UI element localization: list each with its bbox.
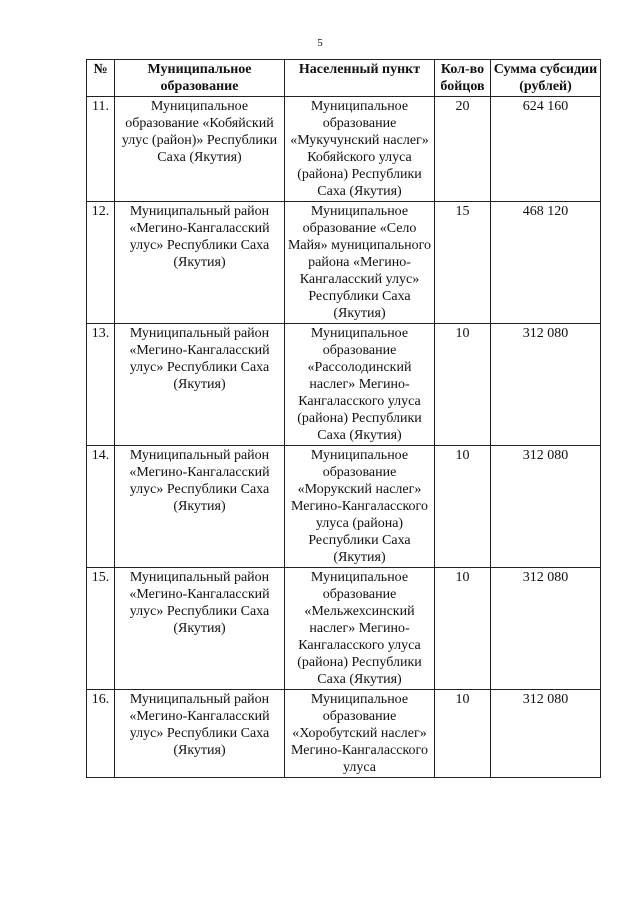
row-fighters-count: 10 [435,568,491,690]
row-number: 12. [87,202,115,324]
table-header [87,60,601,97]
row-subsidy-sum: 468 120 [491,202,601,324]
row-number: 14. [87,446,115,568]
header-municipality: Муниципальное образование [115,60,285,97]
table-row [87,690,601,778]
row-municipality: Муниципальный район «Мегино-Кангаласский улус» Республики Саха (Якутия) [115,324,285,446]
page-number: 5 [317,37,323,49]
table-row [87,97,601,202]
row-municipality: Муниципальный район «Мегино-Кангаласский улус» Республики Саха (Якутия) [115,568,285,690]
row-subsidy-sum: 312 080 [491,568,601,690]
row-locality: Муниципальное образование «Хоробутский наслег» Мегино-Кангаласского улуса [285,690,435,778]
header-subsidy-sum: Сумма субсидии (рублей) [491,60,601,97]
row-subsidy-sum: 312 080 [491,324,601,446]
row-number: 13. [87,324,115,446]
row-subsidy-sum: 312 080 [491,690,601,778]
subsidy-table [86,59,601,778]
header-row [87,60,601,97]
header-fighters-count: Кол-во бойцов [435,60,491,97]
row-fighters-count: 10 [435,446,491,568]
table-row [87,202,601,324]
table-row [87,568,601,690]
row-fighters-count: 10 [435,690,491,778]
row-locality: Муниципальное образование «Мельжехсинский наслег» Мегино-Кангаласского улуса (района) Республики Саха (Якутия) [285,568,435,690]
header-number: № [87,60,115,97]
row-fighters-count: 15 [435,202,491,324]
row-municipality: Муниципальный район «Мегино-Кангаласский улус» Республики Саха (Якутия) [115,446,285,568]
header-locality: Населенный пункт [285,60,435,97]
row-number: 15. [87,568,115,690]
table-body [87,97,601,778]
row-locality: Муниципальное образование «Мукучунский наслег» Кобяйского улуса (района) Республики Саха (Якутия) [285,97,435,202]
row-subsidy-sum: 312 080 [491,446,601,568]
row-municipality: Муниципальный район «Мегино-Кангаласский улус» Республики Саха (Якутия) [115,690,285,778]
row-number: 16. [87,690,115,778]
row-locality: Муниципальное образование «Рассолодинский наслег» Мегино-Кангаласского улуса (района) Республики Саха (Якутия) [285,324,435,446]
row-locality: Муниципальное образование «Село Майя» муниципального района «Мегино-Кангаласский улус» Республики Саха (Якутия) [285,202,435,324]
row-municipality: Муниципальный район «Мегино-Кангаласский улус» Республики Саха (Якутия) [115,202,285,324]
row-number: 11. [87,97,115,202]
table-row [87,324,601,446]
table-row [87,446,601,568]
row-fighters-count: 20 [435,97,491,202]
row-municipality: Муниципальное образование «Кобяйский улус (район)» Республики Саха (Якутия) [115,97,285,202]
row-fighters-count: 10 [435,324,491,446]
row-locality: Муниципальное образование «Морукский наслег» Мегино-Кангаласского улуса (района) Республики Саха (Якутия) [285,446,435,568]
row-subsidy-sum: 624 160 [491,97,601,202]
